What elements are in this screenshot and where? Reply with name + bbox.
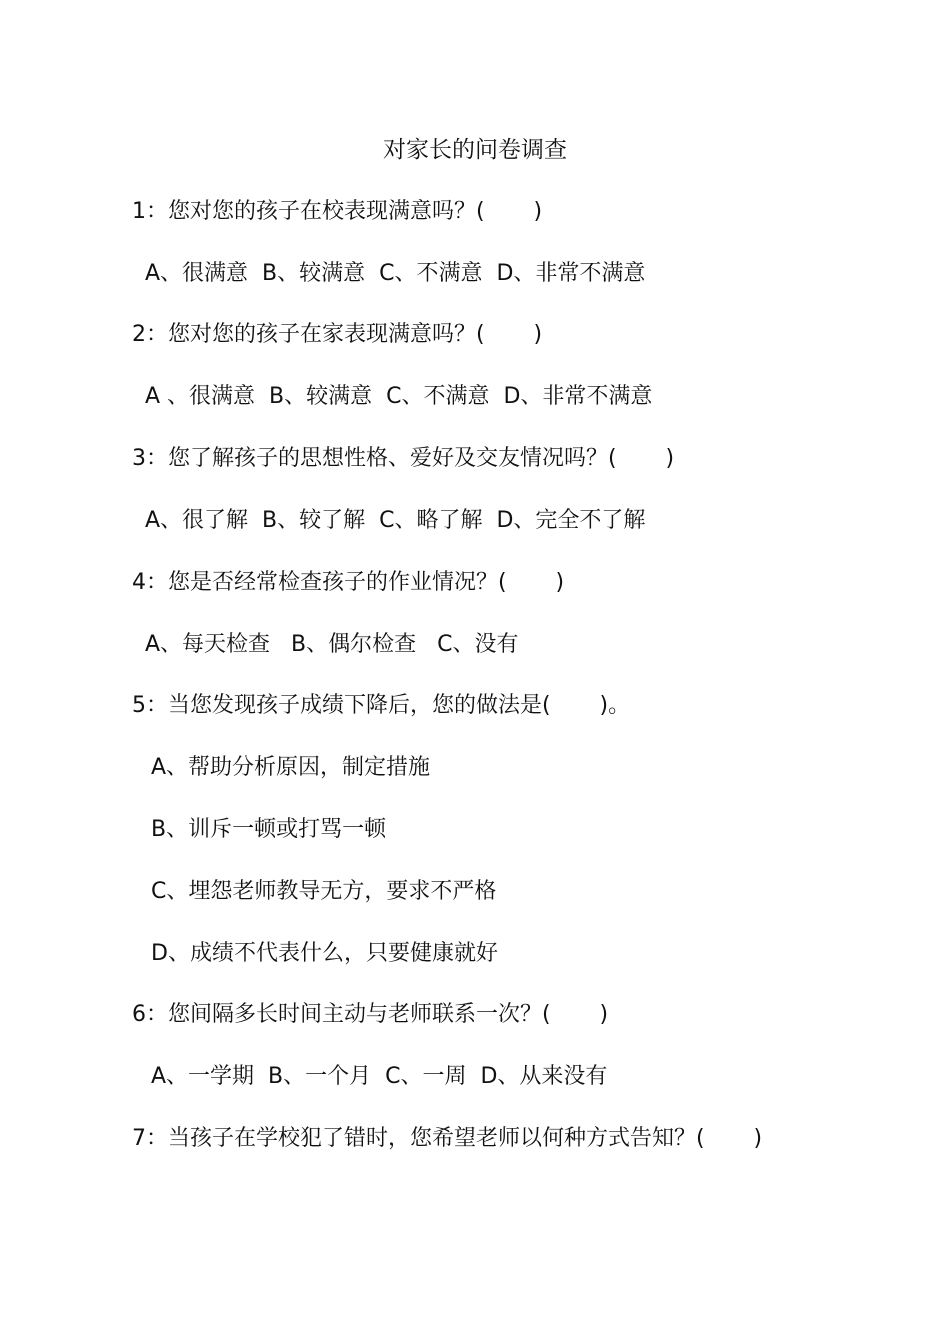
- question-1: 1：您对您的孩子在校表现满意吗？( ): [132, 199, 543, 224]
- question-3: 3：您了解孩子的思想性格、爱好及交友情况吗？( ): [132, 446, 675, 471]
- question-5-option-b: B、训斥一顿或打骂一顿: [151, 817, 387, 842]
- question-5-option-d: D、成绩不代表什么，只要健康就好: [151, 941, 498, 966]
- question-5-option-a: A、帮助分析原因，制定措施: [151, 755, 431, 780]
- document-title: 对家长的问卷调查: [383, 137, 567, 163]
- question-5: 5：当您发现孩子成绩下降后，您的做法是( )。: [132, 693, 631, 718]
- question-7: 7：当孩子在学校犯了错时，您希望老师以何种方式告知？( ): [132, 1126, 763, 1151]
- question-2: 2：您对您的孩子在家表现满意吗？( ): [132, 322, 543, 347]
- question-4-options: A、每天检查 B、偶尔检查 C、没有: [145, 632, 519, 657]
- question-3-options: A、很了解 B、较了解 C、略了解 D、完全不了解: [145, 508, 646, 533]
- question-6: 6：您间隔多长时间主动与老师联系一次？( ): [132, 1002, 609, 1027]
- question-4: 4：您是否经常检查孩子的作业情况？( ): [132, 570, 565, 595]
- question-5-option-c: C、埋怨老师教导无方，要求不严格: [151, 879, 497, 904]
- question-2-options: A 、很满意 B、较满意 C、不满意 D、非常不满意: [145, 384, 653, 409]
- question-1-options: A、很满意 B、较满意 C、不满意 D、非常不满意: [145, 261, 646, 286]
- question-6-options: A、一学期 B、一个月 C、一周 D、从来没有: [151, 1064, 608, 1089]
